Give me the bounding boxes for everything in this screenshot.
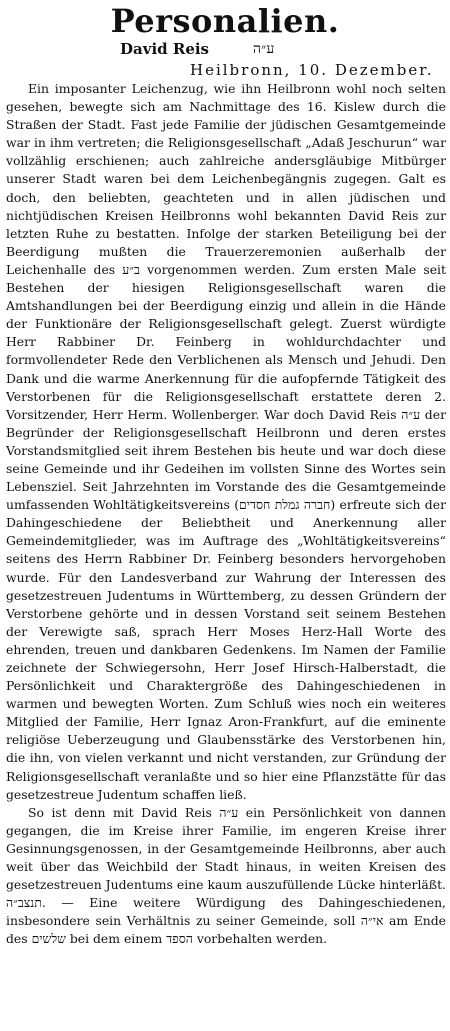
dateline: Heilbronn, 10. Dezember. <box>190 61 434 79</box>
article-paragraph-1: Ein imposanter Leichenzug, wie ihn Heilbronn wohl noch selten gesehen, bewegte sich am Nachmittage des 16. Kislew durch die Straßen der Stadt. Fast jede Familie der jüdischen Gesamtgemeinde war in ihm vertreten; die Religionsgesellschaft „Adaß Jeschurun“ war vollzählig erschienen; auch zahlreiche andersgläubige Mitbürger unserer Stadt waren bei dem Leichenbegängnis zugegen. Galt es doch, den beliebten, geachteten und in allen jüdischen und nichtjüdischen Kreisen Heilbronns wohl bekannten David Reis zur letzten Ruhe zu bestatten. Infolge der starken Beteiligung bei der Beerdigung mußten die Trauerzeremonien außerhalb der Leichenhalle des ב״ע vorgenommen werden. Zum ersten Male seit Bestehen der hiesigen Religionsgesellschaft waren die Amtshandlungen bei der Beerdigung einzig und allein in die Hände der Funktionäre der Religionsgesellschaft gelegt. Zuerst würdigte Herr Rabbiner Dr. Feinberg in wohldurchdachter und formvollendeter Rede den Verblichenen als Mensch und Jehudi. Den Dank und die warme Anerkennung für die aufopfernde Tätigkeit des Verstorbenen für die Religionsgesellschaft erstattete deren 2. Vorsitzender, Herr Herm. Wollenberger. War doch David Reis ע״ה der Begründer der Religionsgesellschaft Heilbronn und deren erstes Vorstandsmitglied seit ihrem Bestehen bis heute und war doch diese seine Gemeinde und ihr Gedeihen im vollsten Sinne des Wortes sein Lebensziel. Seit Jahrzehnten im Vorstande des die Gesamtgemeinde umfassenden Wohltätigkeitsvereins (חברה גמלת חסדים) erfreute sich der Dahingeschiedene der Beliebtheit und Anerkennung aller Gemeindemitglieder, was im Auftrage des „Wohltätigkeitsvereins“ seitens des Herrn Rabbiner Dr. Feinberg besonders hervorgehoben wurde. Für den Landesverband zur Wahrung der Interessen des gesetzestreuen Judentums in Württemberg, zu dessen Gründern der Verstorbene gehörte und in dessen Vorstand seit seinem Bestehen der Verewigte saß, sprach Herr Moses Herz-Hall Worte des ehrenden, treuen und dankbaren Gedenkens. Im Namen der Familie zeichnete der Schwiegersohn, Herr Josef Hirsch-Halberstadt, die Persönlichkeit und Charaktergröße des Dahingeschiedenen in warmen und bewegten Worten. Zum Schluß wies noch ein weiteres Mitglied der Familie, Herr Ignaz Aron-Frankfurt, auf die eminente religiöse Ueberzeugung und Glaubensstärke des Verstorbenen hin, die ihn, von vielen verkannt und nicht verstanden, zur Gründung der Religionsgesellschaft veranlaßte und so hier eine Pflanzstätte für das gesetzestreue Judentum schaffen ließ. <box>6 81 446 802</box>
deceased-name: David Reis <box>120 40 210 58</box>
article-body <box>6 80 446 949</box>
hebrew-honorific: ע״ה <box>253 41 275 57</box>
article-paragraph-2: So ist denn mit David Reis ע״ה ein Persönlichkeit von dannen gegangen, die im Kreise ihrer Familie, im engeren Kreise ihrer Gesinnungsgenossen, in der Gesamtgemeinde Heilbronns, aber auch weit über das Weichbild der Stadt hinaus, in weiten Kreisen des gesetzestreuen Judentums eine kaum auszufüllende Lücke hinterläßt. תנצב״ה. — Eine weitere Würdigung des Dahingeschiedenen, insbesondere sein Verhältnis zu seiner Gemeinde, soll אי״ה am Ende des שלשים bei dem einem הספד vorbehalten werden. <box>6 804 447 947</box>
article-title: Personalien. <box>110 2 340 40</box>
